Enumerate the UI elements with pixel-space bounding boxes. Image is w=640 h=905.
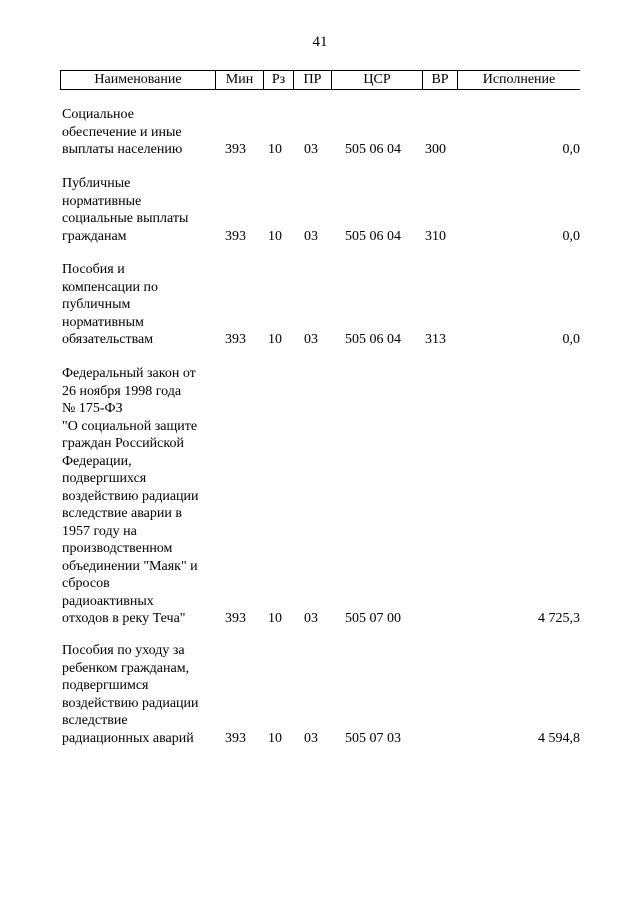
- name-line: производственном: [62, 541, 173, 556]
- cell-exec: 0,0: [562, 142, 580, 157]
- cell-min: 393: [225, 228, 246, 244]
- name-line: гражданам: [62, 228, 127, 244]
- name-line: выплаты населению: [62, 142, 183, 157]
- cell-min: 393: [225, 332, 246, 347]
- name-line: объединении "Маяк" и: [62, 558, 198, 574]
- cell-rz: 10: [268, 228, 282, 244]
- name-line: вследствие: [62, 713, 128, 728]
- header-pr: ПР: [293, 71, 331, 89]
- cell-csr: 505 06 04: [345, 332, 401, 347]
- cell-pr: 03: [304, 142, 318, 157]
- cell-rz: 10: [268, 611, 282, 626]
- cell-rz: 10: [268, 142, 282, 157]
- name-line: Пособия и: [62, 262, 125, 277]
- cell-exec: 0,0: [562, 332, 580, 347]
- name-line: публичным: [62, 297, 131, 312]
- cell-min: 393: [225, 730, 246, 746]
- name-line: нормативным: [62, 314, 144, 330]
- header-vr: ВР: [422, 71, 457, 89]
- cell-vr: 300: [425, 142, 446, 157]
- name-line: сбросов: [62, 576, 110, 591]
- name-line: воздействию радиации: [62, 488, 199, 504]
- cell-exec: 4 594,8: [538, 730, 580, 746]
- cell-exec: 0,0: [562, 228, 580, 244]
- cell-csr: 505 07 03: [345, 730, 401, 746]
- row-name: [62, 261, 220, 349]
- name-line: Пособия по уходу за: [62, 643, 185, 658]
- cell-rz: 10: [268, 730, 282, 746]
- name-line: подвергшихся: [62, 471, 147, 486]
- cell-csr: 505 06 04: [345, 142, 401, 157]
- cell-csr: 505 07 00: [345, 611, 401, 626]
- name-line: обеспечение и иные: [62, 124, 182, 140]
- header-exec: Исполнение: [457, 71, 580, 89]
- name-line: Социальное: [62, 107, 134, 122]
- cell-pr: 03: [304, 611, 318, 626]
- page-number: 41: [312, 34, 328, 50]
- cell-pr: 03: [304, 332, 318, 347]
- header-rz: Рз: [263, 71, 293, 89]
- cell-exec: 4 725,3: [538, 611, 580, 626]
- name-line: нормативные: [62, 193, 142, 209]
- table-header: [60, 70, 580, 90]
- cell-rz: 10: [268, 332, 282, 347]
- cell-min: 393: [225, 142, 246, 157]
- cell-min: 393: [225, 611, 246, 626]
- name-line: отходов в реку Теча": [62, 611, 186, 626]
- name-line: граждан Российской: [62, 436, 184, 451]
- name-line: 26 ноября 1998 года: [62, 383, 182, 399]
- row-name: [62, 642, 220, 747]
- name-line: № 175-ФЗ: [62, 401, 123, 416]
- name-line: ребенком гражданам,: [62, 660, 190, 676]
- row-name: [62, 106, 220, 159]
- header-min: Мин: [215, 71, 263, 89]
- header-csr: ЦСР: [331, 71, 422, 89]
- header-name: Наименование: [60, 71, 215, 89]
- cell-csr: 505 06 04: [345, 228, 401, 244]
- name-line: "О социальной защите: [62, 418, 198, 434]
- name-line: компенсации по: [62, 279, 158, 295]
- name-line: обязательствам: [62, 332, 154, 347]
- name-line: 1957 году на: [62, 523, 137, 539]
- name-line: Федеральный закон от: [62, 366, 196, 381]
- cell-pr: 03: [304, 730, 318, 746]
- name-line: радиоактивных: [62, 593, 154, 609]
- name-line: радиационных аварий: [62, 730, 194, 746]
- name-line: Федерации,: [62, 453, 132, 469]
- name-line: социальные выплаты: [62, 211, 189, 226]
- cell-pr: 03: [304, 228, 318, 244]
- cell-vr: 310: [425, 228, 446, 244]
- name-line: вследствие аварии в: [62, 506, 182, 521]
- name-line: Публичные: [62, 176, 131, 191]
- cell-vr: 313: [425, 332, 446, 347]
- name-line: подвергшимся: [62, 678, 149, 693]
- row-name: [62, 365, 220, 628]
- name-line: воздействию радиации: [62, 695, 199, 711]
- row-name: [62, 175, 220, 245]
